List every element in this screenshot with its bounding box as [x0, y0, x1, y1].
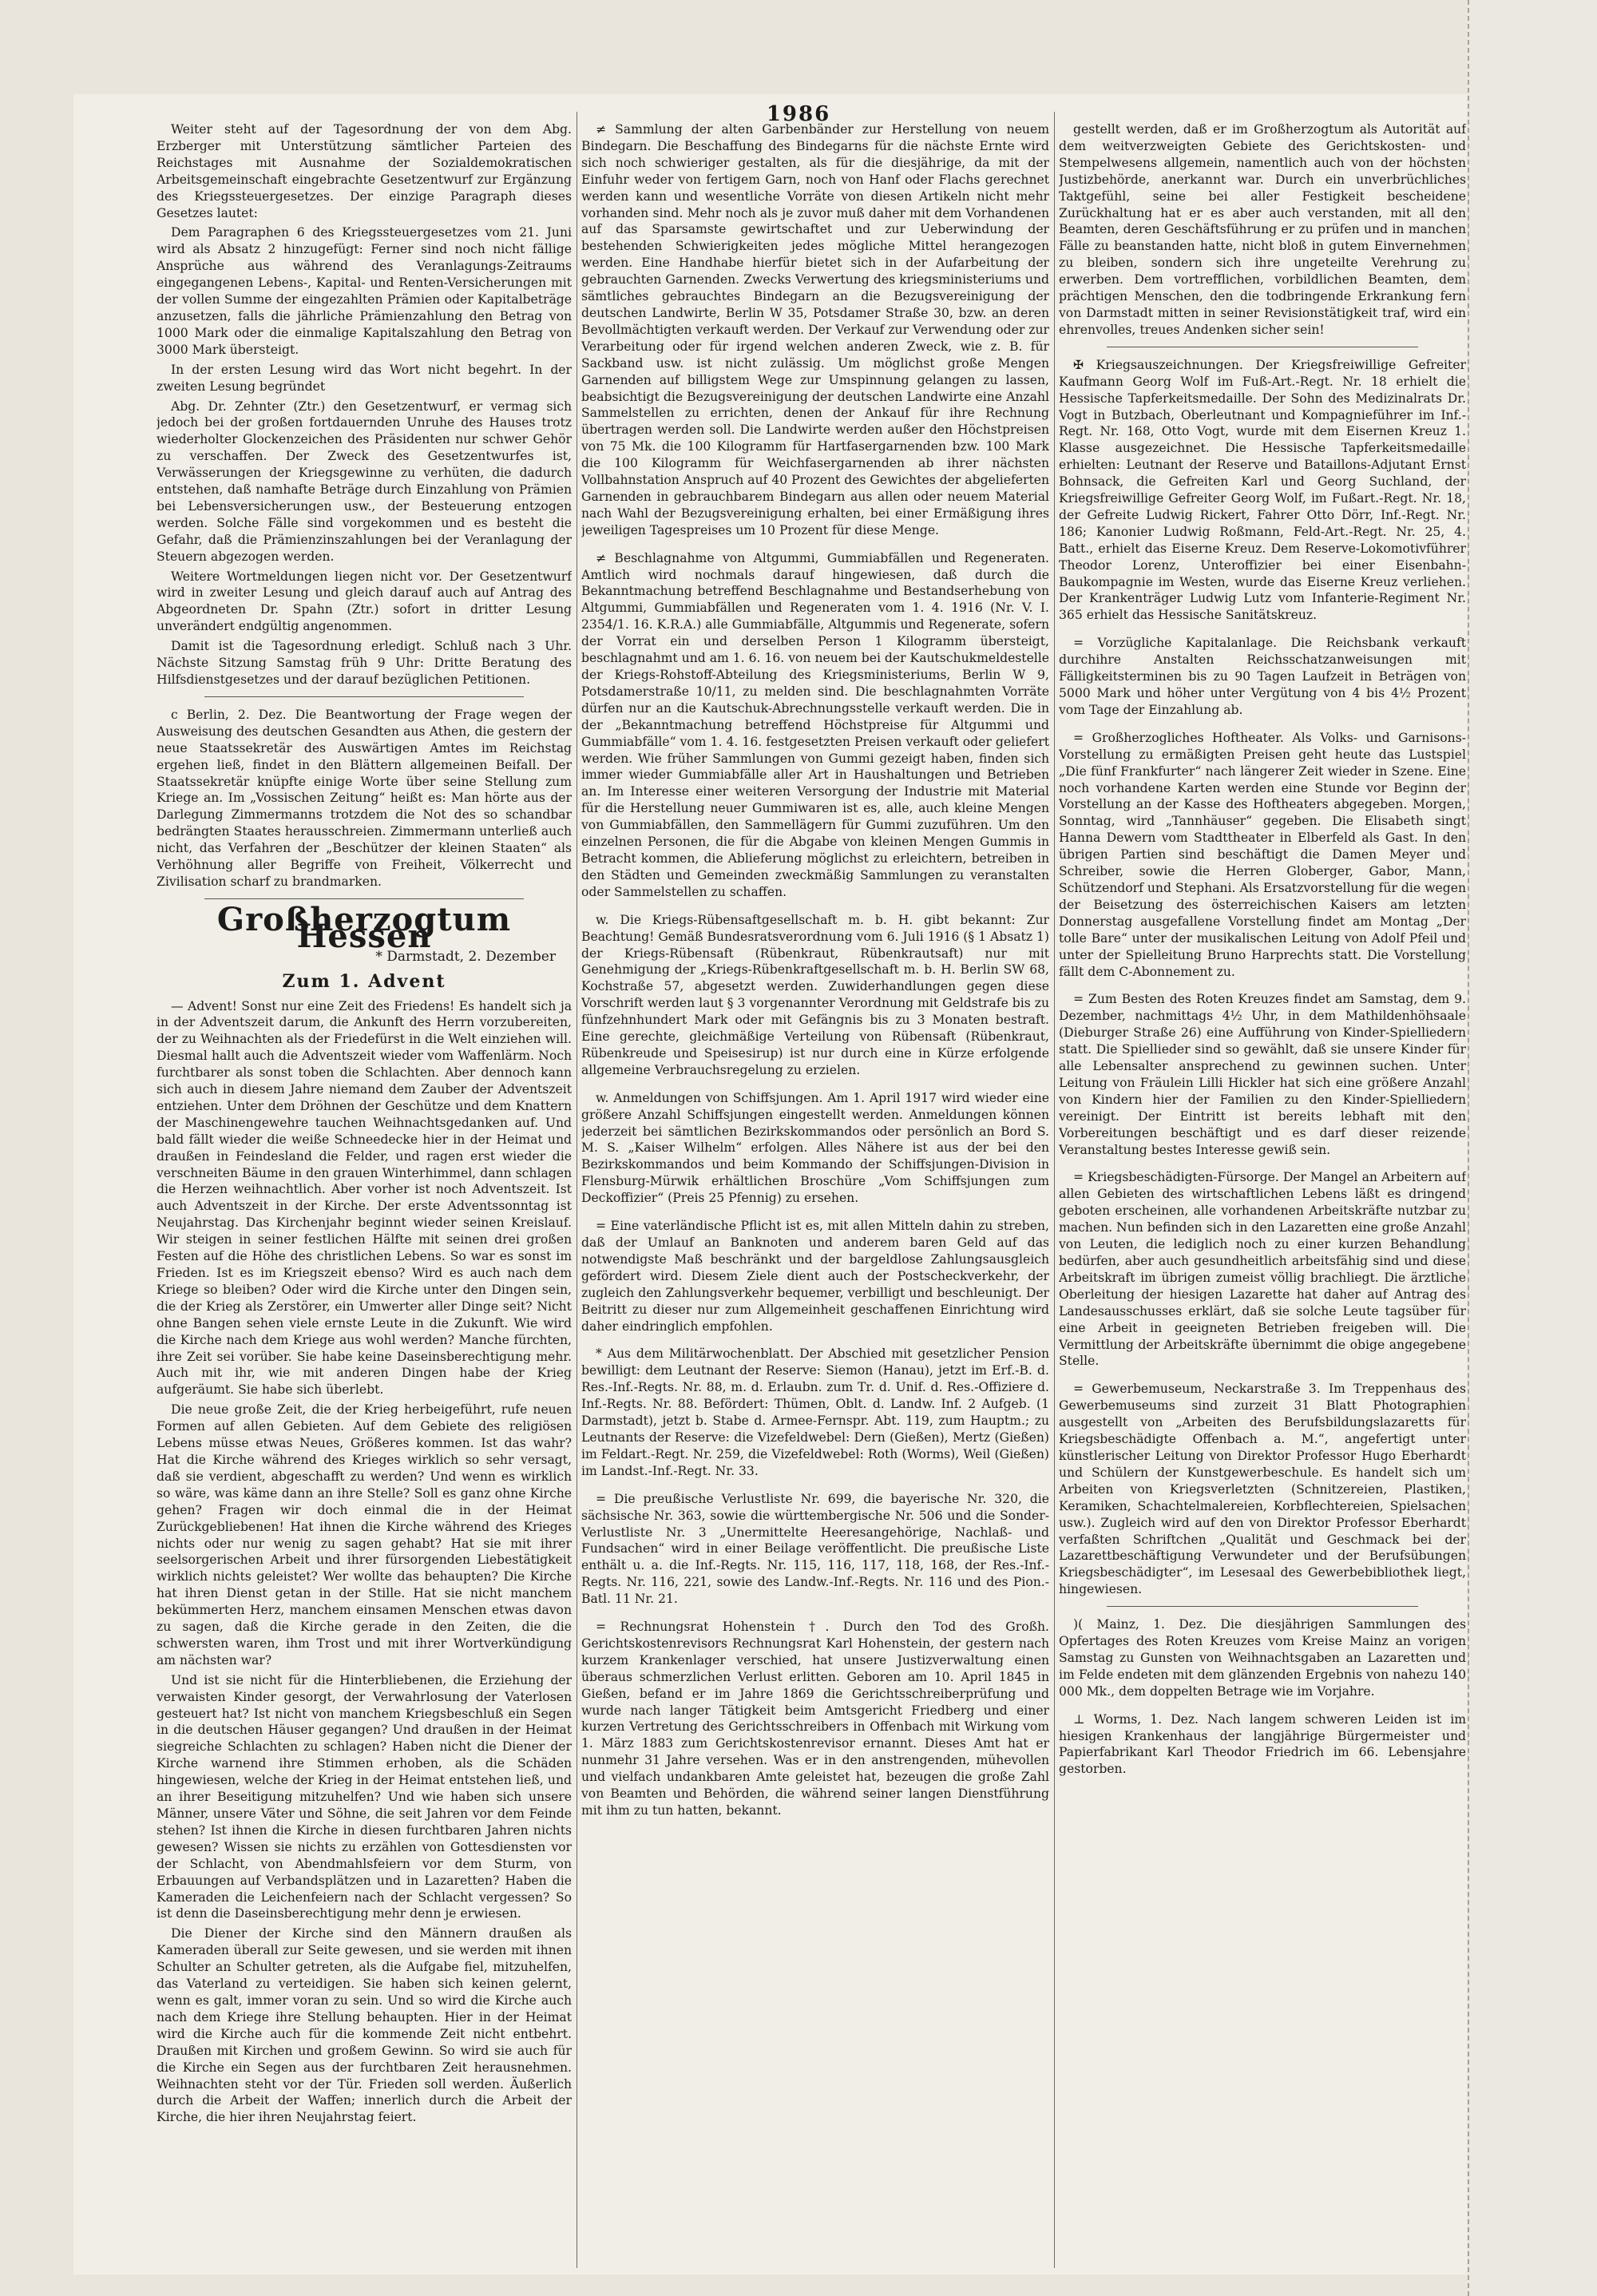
article-paragraph: w. Die Kriegs-Rübensaftgesellschaft m. b. H. gibt bekannt: Zur Beachtung! Gemäß Bundesratsverordnung vom 6. Juli 1916 (§ 1 Absatz 1) der Kriegs-Rübensaft (Rübenkraut, Rübenkrautsaft) nur mit Genehmigung der „Kriegs-Rübenkraftgesellschaft m. b. H. Berlin SW 68, Kochstraße 57, abgesetzt werden. Zuwiderhandlungen gegen diese Vorschrift werden laut § 3 vorgenannter Verordnung mit Geldstrafe bis zu fünfzehnhundert Mark oder mit Gefängnis bis zu 3 Monaten bestraft. Eine gerechte, gleichmäßige Verteilung von Rübensaft (Rübenkraut, Rübenkreude und Speisesirup) ist nur durch eine in Kürze erfolgende allgemeine Verbrauchsregelung zu erzielen. [581, 912, 1049, 1077]
article-paragraph: = Rechnungsrat Hohenstein †. Durch den Tod des Großh. Gerichtskostenrevisors Rechnungsrat Karl Hohenstein, der gestern nach kurzem Krankenlager verschied, hat unsere Justizverwaltung einen überaus schmerzlichen Verlust erlitten. Geboren am 10. April 1845 in Gießen, befand er im Jahre 1869 die Gerichtsschreiberprüfung und wurde nach langer Tätigkeit beim Amtsgericht Friedberg und einer kurzen Vertretung des Gerichtsschreibers in Offenbach mit Wirkung vom 1. März 1883 zum Gerichtskostenrevisor ernannt. Dieses Amt hat er nunmehr 31 Jahre versehen. Was er in den anstrengenden, mühevollen und vielfach undankbaren Amte geleistet hat, bezeugen die große Zahl von Beamten und Behörden, die während seiner langen Dienstführung mit ihm zu tun hatten, bekannt. [581, 1620, 1049, 1818]
article-paragraph: Dem Paragraphen 6 des Kriegssteuergesetzes vom 21. Juni wird als Absatz 2 hinzugefügt: Ferner sind noch nicht fällige Ansprüche aus während des Veranlagungs-Zeitraums eingegangenen Lebens-, Kapital- und Renten-Versicherungen mit der vollen Summe der eingezahlten Prämien oder Kapitalbeträge anzusetzen, falls die jährliche Prämienzahlung den Betrag von 1000 Mark oder die einmalige Kapitalszahlung den Betrag von 3000 Mark übersteigt. [157, 225, 572, 357]
article-paragraph: = Zum Besten des Roten Kreuzes findet am Samstag, dem 9. Dezember, nachmittags 4½ Uhr, in dem Mathildenhöhsaale (Dieburger Straße 26) eine Aufführung von Kinder-Spielliedern statt. Die Spiellieder sind so gewählt, daß sie unsere Kinder für alle Lebensalter ansprechend zu gewinnen suchen. Unter Leitung von Fräulein Lilli Hickler hat sich eine größere Anzahl von Kindern hier der Familien zu den Kinder-Spielliedern vereinigt. Der Eintritt ist bereits lebhaft mit den Vorbereitungen beschäftigt und es darf dieser reizende Veranstaltung bestes Interesse gewiß sein. [1059, 992, 1466, 1157]
article-paragraph: ≠ Beschlagnahme von Altgummi, Gummiabfällen und Regeneraten. Amtlich wird nochmals darauf hingewiesen, daß durch die Bekanntmachung betreffend Beschlagnahme und Bestandserhebung von Altgummi, Gummiabfällen und Regeneraten vom 1. 4. 1916 (Nr. V. I. 2354/1. 16. K.R.A.) alle Gummiabfälle, Altgummis und Regenerate, sofern der Vorrat ein und derselben Person 1 Kilogramm übersteigt, beschlagnahmt und am 1. 6. 16. von neuem bei der Kautschukmeldestelle der Kriegs-Rohstoff-Abteilung des Kriegsministeriums, Berlin W 9, Potsdamerstraße 10/11, zu melden sind. Die beschlagnahmten Vorräte dürfen nur an die Kautschuk-Abrechnungsstelle verkauft werden. Die in der „Bekanntmachung betreffend Höchstpreise für Altgummi und Gummiabfälle“ vom 1. 4. 16. festgesetzten Preisen verkauft oder geliefert werden. Wie früher Sammlungen von Gummi gezeigt haben, finden sich immer wieder Gummiabfälle aller Art in Haushaltungen und Betrieben an. Im Interesse einer weiteren Versorgung der Industrie mit Material für die Herstellung neuer Gummiwaren ist es, alle, auch kleine Mengen von Gummiabfällen, den Sammellägern für Gummi zuzuführen. Um den einzelnen Personen, die für die Abgabe von kleinen Mengen Gummis in Betracht kommen, die Ablieferung möglichst zu erleichtern, betreiben in den Städten und Gemeinden zweckmäßig Sammlungen zu veranstalten oder Sammelstellen zu schaffen. [581, 550, 1049, 899]
dateline: * Darmstadt, 2. Dezember [375, 948, 556, 965]
article-paragraph: In der ersten Lesung wird das Wort nicht begehrt. In der zweiten Lesung begründet [157, 362, 572, 394]
article-paragraph: = Die preußische Verlustliste Nr. 699, die bayerische Nr. 320, die sächsische Nr. 363, sowie die württembergische Nr. 506 und die Sonder-Verlustliste Nr. 3 „Unermittelte Heeresangehörige, Nachlaß- und Fundsachen“ wird in einer Beilage veröffentlicht. Die preußische Liste enthält u. a. die Inf.-Regts. Nr. 115, 116, 117, 118, 168, der Res.-Inf.-Regts. Nr. 116, 221, sowie des Landw.-Inf.-Regts. Nr. 116 und des Pion.-Batl. 11 Nr. 21. [581, 1491, 1049, 1607]
article-paragraph: Damit ist die Tagesordnung erledigt. Schluß nach 3 Uhr. Nächste Sitzung Samstag früh 9 Uhr: Dritte Beratung des Hilfsdienstgesetzes und der darauf bezüglichen Petitionen. [157, 639, 572, 687]
article-paragraph: Weitere Wortmeldungen liegen nicht vor. Der Gesetzentwurf wird in zweiter Lesung und gleich darauf auch auf Antrag des Abgeordneten Dr. Spahn (Ztr.) sofort in dritter Lesung unverändert endgültig angenommen. [157, 569, 572, 634]
article-paragraph: Abg. Dr. Zehnter (Ztr.) den Gesetzentwurf, er vermag sich jedoch bei der großen fortdauernden Unruhe des Hauses trotz wiederholter Glockenzeichen des Präsidenten nur schwer Gehör zu verschaffen. Der Zweck des Gesetzentwurfes ist, Verwässerungen der Kriegsgewinne zu verhüten, die dadurch entstehen, daß namhafte Beträge durch Einzahlung von Prämien bei Lebensversicherungen usw., der Besteuerung entzogen werden. Solche Fälle sind vorgekommen und es besteht die Gefahr, daß die Prämienzinszahlungen bei der Veranlagung der Steuern abgezogen werden. [157, 399, 572, 564]
article-paragraph: = Gewerbemuseum, Neckarstraße 3. Im Treppenhaus des Gewerbemuseums sind zurzeit 31 Blatt Photographien ausgestellt von „Arbeiten des Berufsbildungslazaretts für Kriegsbeschädigte Offenbach a. M.“, angefertigt unter künstlerischer Leitung von Direktor Professor Hugo Eberhardt und Schülern der Kunstgewerbeschule. Es handelt sich um Arbeiten von Kriegsverletzten (Schnitzereien, Plastiken, Keramiken, Schachtelmalereien, Korbflechtereien, Spielsachen usw.). Zugleich wird auf den von Direktor Professor Eberhardt verfaßten Schriftchen „Qualität und Geschmack bei der Lazarettbeschäftigung Verwundeter und der Berufsübungen Kriegsbeschädigter“, im Lesesaal des Gewerbebibliothek liegt, hingewiesen. [1059, 1382, 1466, 1597]
page-number: 1986 [766, 102, 831, 126]
article-paragraph: c Berlin, 2. Dez. Die Beantwortung der Frage wegen der Ausweisung des deutschen Gesandten aus Athen, die gestern der neue Staatssekretär des Auswärtigen Amtes im Reichstag ergehen ließ, findet in den Blättern allgemeinen Beifall. Der Staatssekretär knüpfte einige Worte über seine Stellung zum Kriege an. Im „Vossischen Zeitung“ heißt es: Man hörte aus der Darlegung Zimmermanns trotzdem die Not des so schandbar bedrängten Staates herausschreien. Zimmermann unterließ auch nicht, das Verfahren der „Beschützer der kleinen Staaten“ als Verhöhnung aller Begriffe von Freiheit, Völkerrecht und Zivilisation scharf zu brandmarken. [157, 707, 572, 889]
article-paragraph: Die neue große Zeit, die der Krieg herbeigeführt, rufe neuen Formen auf allen Gebieten. Auf dem Gebiete des religiösen Lebens müsse etwas Neues, Größeres kommen. Ist das wahr? Hat die Kirche während des Krieges wirklich so sehr versagt, daß sie verdient, abgeschafft zu werden? Und wenn es wirklich so wäre, was käme dann an ihre Stelle? Soll es ganz ohne Kirche gehen? Fragen wir doch einmal die in der Heimat Zurückgebliebenen! Hat ihnen die Kirche während des Krieges nichts oder nur wenig zu sagen gehabt? Hat sie mit ihrer seelsorgerischen Arbeit und ihrer fürsorgenden Liebestätigkeit wirklich nichts geleistet? Wer wollte das behaupten? Die Kirche hat ihren Dienst getan in der Stille. Hat sie nicht manchem bekümmerten Herz, manchem einsamen Menschen etwas davon zu sagen, daß die Kirche gerade in den Zeiten, die die schwersten waren, ihm Trost und mit ihrer Wortverkündigung am nächsten war? [157, 1402, 572, 1667]
article-paragraph: — Advent! Sonst nur eine Zeit des Friedens! Es handelt sich ja in der Adventszeit darum, die Ankunft des Herrn vorzubereiten, der zu Weihnachten als der Friedefürst in die Welt einziehen will. Diesmal hallt auch die Adventszeit wieder vom Waffenlärm. Noch furchtbarer als sonst toben die Schlachten. Aber dennoch kann sich auch in diesem Jahre niemand dem Zauber der Adventszeit entziehen. Unter dem Dröhnen der Geschütze und dem Knattern der Maschinengewehre tauchen Weihnachtsgedanken auf. Und bald fällt wieder die weiße Schneedecke hier in der Heimat und draußen in Feindesland die Felder, und ragen erst wieder die verschneiten Bäume in den grauen Winterhimmel, dann schlagen die Herzen weihnachtlich. Aber vorher ist noch Adventszeit. Ist auch Adventszeit in der Kirche. Der erste Adventssonntag ist Neujahrstag. Das Kirchenjahr beginnt wieder seinen Kreislauf. Wir steigen in seiner festlichen Hälfte mit seinen drei großen Festen auf die Höhe des christlichen Lebens. So war es sonst im Frieden. Ist es im Kriegszeit ebenso? Wird es auch nach dem Kriege so bleiben? Oder wird die Kirche unter den Dingen sein, die der Krieg als Zerstörer, ein Umwerter aller Dinge seit? Nicht ohne Bangen sehen viele ernste Leute in die Zukunft. Wie wird die Kirche nach dem Kriege aus wohl werden? Manche fürchten, ihre Zeit sei vorüber. Sie habe keine Daseinsberechtigung mehr. Auch mit ihr, wie mit anderen Dingen habe der Krieg aufgeräumt. Sie habe sich überlebt. [157, 998, 572, 1398]
article-paragraph: ✠ Kriegsauszeichnungen. Der Kriegsfreiwillige Gefreiter Kaufmann Georg Wolf im Fuß-Art.-Regt. Nr. 18 erhielt die Hessische Tapferkeitsmedaille. Der Sohn des Medizinalrats Dr. Vogt in Butzbach, Oberleutnant und Kompagnieführer im Inf.-Regt. Nr. 168, Otto Vogt, wurde mit dem Eisernen Kreuz 1. Klasse ausgezeichnet. Die Hessische Tapferkeitsmedaille erhielten: Leutnant der Reserve und Bataillons-Adjutant Ernst Bohnsack, die Gefreiten Karl und Georg Suchland, der Kriegsfreiwillige Gefreiter Georg Wolf, im Fußart.-Regt. Nr. 18, der Gefreite Ludwig Rickert, Fahrer Otto Dörr, Inf.-Regt. Nr. 186; Kanonier Ludwig Roßmann, Feld-Art.-Regt. Nr. 25, 4. Batt., erhielt das Eiserne Kreuz. Dem Reserve-Lokomotivführer Theodor Lorenz, Unteroffizier bei einer Eisenbahn-Baukompagnie im Westen, wurde das Eiserne Kreuz verliehen. Der Krankenträger Ludwig Lutz vom Infanterie-Regiment Nr. 365 erhielt das Hessische Sanitätskreuz. [1059, 357, 1466, 623]
article-heading: Zum 1. Advent [282, 970, 446, 992]
article-paragraph: = Vorzügliche Kapitalanlage. Die Reichsbank verkauft durchihre Anstalten Reichsschatzanweisungen mit Fälligkeitsterminen bis zu 90 Tagen Laufzeit in Beträgen von 5000 Mark und höher unter Vergütung von 4 bis 4½ Prozent vom Tage der Einzahlung ab. [1059, 636, 1466, 717]
divider [1107, 1606, 1418, 1607]
article-paragraph: Und ist sie nicht für die Hinterbliebenen, die Erziehung der verwaisten Kinder gesorgt, der Verwahrlosung der Vaterlosen gesteuert hat? Ist nicht von manchem Kriegsbeschluß ein Segen in die deutschen Häuser gegangen? Und draußen in der Heimat siegreiche Schlachten zu schlagen? Haben nicht die Diener der Kirche warnend ihre Stimmen erhoben, als die Schäden hingewiesen, welche der Krieg in der Heimat entstehen ließ, und an ihrer Beseitigung mitzuhelfen? Und wie haben sich unsere Männer, unsere Väter und Söhne, die seit Jahren vor dem Feinde stehen? Ist ihnen die Kirche in diesen furchtbaren Jahren nichts gewesen? Wissen sie nichts zu erzählen von Gottesdiensten vor der Schlacht, von Abendmahlsfeiern vor dem Sturm, von Erbauungen auf Verbandsplätzen und in Lazaretten? Haben die Kameraden die Leichenfeiern nach der Schlacht vergessen? So ist denn die Daseinsberechtigung mehr denn je erwiesen. [157, 1672, 572, 1921]
article-paragraph: Die Diener der Kirche sind den Männern draußen als Kameraden überall zur Seite gewesen, und sie werden mit ihnen Schulter an Schulter getreten, als die Aufgabe fiel, mitzuhelfen, das Vaterland zu verteidigen. Sie haben sich keinen gelernt, wenn es galt, immer voran zu sein. Und so wird die Kirche auch nach dem Kriege ihre Stellung behaupten. Hier in der Heimat wird die Kirche auch für die kommende Zeit nicht entbehrt. Draußen mit Kirchen und großem Gewinn. So wird sie auch für die Kirche ein Segen aus der furchtbaren Zeit herausnehmen. Weihnachten steht vor der Tür. Frieden soll werden. Äußerlich durch die Arbeit der Waffen; innerlich durch die Arbeit der Kirche, die hier ihren Neujahrstag feiert. [157, 1926, 572, 2125]
page-margin [1468, 0, 1597, 2296]
article-paragraph: = Eine vaterländische Pflicht ist es, mit allen Mitteln dahin zu streben, daß der Umlauf an Banknoten und anderem baren Geld auf das notwendigste Maß beschränkt und der bargeldlose Zahlungsausgleich gefördert wird. Diesem Ziele dient auch der Postscheckverkehr, der zugleich den Zahlungsverkehr bequemer, verbilligt und beschleunigt. Der Beitritt zu dieser nur zum Allgemeinheit geschaffenen Einrichtung wird daher eindringlich empfohlen. [581, 1219, 1049, 1334]
article-paragraph: gestellt werden, daß er im Großherzogtum als Autorität auf dem weitverzweigten Gebiete des Gerichtskosten- und Stempelwesens allgemein, namentlich auch von der höchsten Justizbehörde, anerkannt war. Durch ein unverbrüchliches Taktgefühl, seine bei aller Festigkeit bescheidene Zurückhaltung hat er es aber auch verstanden, mit all den Beamten, deren Geschäftsführung er zu prüfen und in manchen Fälle zu beanstanden hatte, nicht bloß in gutem Einvernehmen zu bleiben, sondern sich ihre ungeteilte Verehrung zu erwerben. Dem vortrefflichen, vorbildlichen Beamten, dem prächtigen Menschen, den die todbringende Erkrankung fern von Darmstadt mitten in seiner Revisionstätigkeit traf, wird ein ehrenvolles, treues Andenken sicher sein! [1059, 122, 1466, 337]
article-paragraph: * Aus dem Militärwochenblatt. Der Abschied mit gesetzlicher Pension bewilligt: dem Leutnant der Reserve: Siemon (Hanau), jetzt im Erf.-B. d. Res.-Inf.-Regts. Nr. 88, m. d. Erlaubn. zum Tr. d. Unif. d. Res.-Offiziere d. Inf.-Regts. Nr. 88. Befördert: Thümen, Oblt. d. Landw. Inf. 2 Aufgeb. (1 Darmstadt), jetzt b. Stabe d. Armee-Fernspr. Abt. 119, zum Hauptm.; zu Leutnants der Reserve: die Vizefeldwebel: Dern (Gießen), Mertz (Gießen) im Feldart.-Regt. Nr. 259, die Vizefeldwebel: Roth (Worms), Weil (Gießen) im Landst.-Inf.-Regt. Nr. 33. [581, 1346, 1049, 1478]
article-paragraph: ⊥ Worms, 1. Dez. Nach langem schweren Leiden ist im hiesigen Krankenhaus der langjährige Bürgermeister und Papierfabrikant Karl Theodor Friedrich im 66. Lebensjahre gestorben. [1059, 1711, 1466, 1777]
article-paragraph: = Kriegsbeschädigten-Fürsorge. Der Mangel an Arbeitern auf allen Gebieten des wirtschaftlichen Lebens läßt es dringend geboten erscheinen, alle vorhandenen Arbeitskräfte nutzbar zu machen. Nun befinden sich in den Lazaretten eine große Anzahl von Leuten, die lediglich noch zu einer kurzen Behandlung bedürfen, aber auch gesundheitlich arbeitsfähig sind und diese Arbeitskraft im übrigen zumeist völlig brachliegt. Die ärztliche Oberleitung der hiesigen Lazarette hat daher auf Antrag des Landesausschusses erklärt, daß sie solche Leute tagsüber für eine Arbeit in geeigneten Betrieben freigeben will. Die Vermittlung der Arbeitskräfte übernimmt die obige angegebene Stelle. [1059, 1170, 1466, 1369]
column-left [157, 121, 572, 2270]
column-middle [581, 121, 1049, 2270]
article-paragraph: ≠ Sammlung der alten Garbenbänder zur Herstellung von neuem Bindegarn. Die Beschaffung des Bindegarns für die nächste Ernte wird sich noch schwieriger gestalten, als für die diesjährige, da mit der Einfuhr weder von fertigem Garn, noch von Hanf oder Flachs gerechnet werden kann und wesentliche Vorräte von diesen Artikeln nicht mehr vorhanden sind. Mehr noch als je zuvor muß daher mit dem Vorhandenen auf das Sparsamste gewirtschaftet und zur Ueberwindung der bestehenden Schwierigkeiten jedes mögliche Mittel herangezogen werden. Eine Handhabe hierfür bietet sich in der Aufarbeitung der gebrauchten Garnenden. Zwecks Verwertung des kriegsministeriums und sämtliches gebrauchtes Bindegarn an die Bezugsvereinigung der deutschen Landwirte, Berlin W 35, Potsdamer Straße 30, bzw. an deren Bevollmächtigten verkauft werden. Der Verkauf zur Verwendung oder zur Verarbeitung oder für irgend welchen anderen Zweck, wie z. B. für Sackband usw. ist nicht zulässig. Um möglichst große Mengen Garnenden auf billigstem Wege zur Umspinnung gelangen zu lassen, beabsichtigt die Bezugsvereinigung der deutschen Landwirte eine Anzahl Sammelstellen zu errichten, denen der Ankauf für ihre Rechnung übertragen werden soll. Die Landwirte werden außer den Höchstpreisen von 75 Mk. die 100 Kilogramm für Hartfasergarnenden bzw. 100 Mark die 100 Kilogramm für Weichfasergarnenden ab ihrer nächsten Vollbahnstation Anspruch auf 40 Prozent des Gewichtes der abgelieferten Garnenden in gebrauchbarem Bindegarn aus allen oder neuem Material nach Wahl der Bezugsvereinigung erhalten, bei einer Ermäßigung ihres jeweiligen Tagespreises um 10 Prozent für diese Menge. [581, 122, 1049, 537]
article-paragraph: w. Anmeldungen von Schiffsjungen. Am 1. April 1917 wird wieder eine größere Anzahl Schiffsjungen eingestellt werden. Anmeldungen können jederzeit bei sämtlichen Bezirkskommandos oder persönlich an Bord S. M. S. „Kaiser Wilhelm“ erfolgen. Alles Nähere ist aus der bei den Bezirkskommandos und beim Kommando der Schiffsjungen-Division in Flensburg-Mürwik erhältlichen Broschüre „Vom Schiffsjungen zum Deckoffizier“ (Preis 25 Pfennig) zu ersehen. [581, 1090, 1049, 1206]
divider [204, 696, 524, 697]
column-right [1059, 121, 1466, 2270]
article-paragraph: Weiter steht auf der Tagesordnung der von dem Abg. Erzberger mit Unterstützung sämtlicher Parteien des Reichstages mit Ausnahme der Sozialdemokratischen Arbeitsgemeinschaft eingebrachte Gesetzentwurf zur Ergänzung des Kriegssteuergesetzes. Der einzige Paragraph dieses Gesetzes lautet: [157, 122, 572, 220]
column-rule [1054, 112, 1055, 2268]
article-paragraph: )( Mainz, 1. Dez. Die diesjährigen Sammlungen des Opfertages des Roten Kreuzes vom Kreise Mainz an vorigen Samstag zu Gunsten von Weihnachtsgaben an Lazaretten und im Felde endeten mit dem glänzenden Ergebnis von nahezu 140 000 Mk., dem doppelten Betrage wie im Vorjahre. [1059, 1617, 1466, 1699]
section-heading: Großherzogtum Hessen [216, 900, 512, 955]
divider [204, 898, 524, 899]
article-paragraph: = Großherzogliches Hoftheater. Als Volks- und Garnisons-Vorstellung zu ermäßigten Preisen geht heute das Lustspiel „Die fünf Frankfurter“ nach längerer Zeit wieder in Szene. Eine noch vorhandene Karten werden eine Stunde vor Beginn der Vorstellung an der Kasse des Hoftheaters abgegeben. Morgen, Sonntag, wird „Tannhäuser“ gegeben. Die Elisabeth singt Hanna Dewern vom Stadttheater in Elberfeld als Gast. In den übrigen Partien sind beschäftigt die Damen Meyer und Schreiber, sowie die Herren Globerger, Gabor, Mann, Schützendorf und Stephani. Als Ersatzvorstellung für die wegen der Beisetzung des österreichischen Kaisers am letzten Donnerstag ausgefallene Vorstellung findet am Montag „Der tolle Bare“ unter der musikalischen Leitung von Adolf Pfeil und unter der Spielleitung Bruno Harprechts statt. Die Vorstellung fällt dem C-Abonnement zu. [1059, 730, 1466, 979]
